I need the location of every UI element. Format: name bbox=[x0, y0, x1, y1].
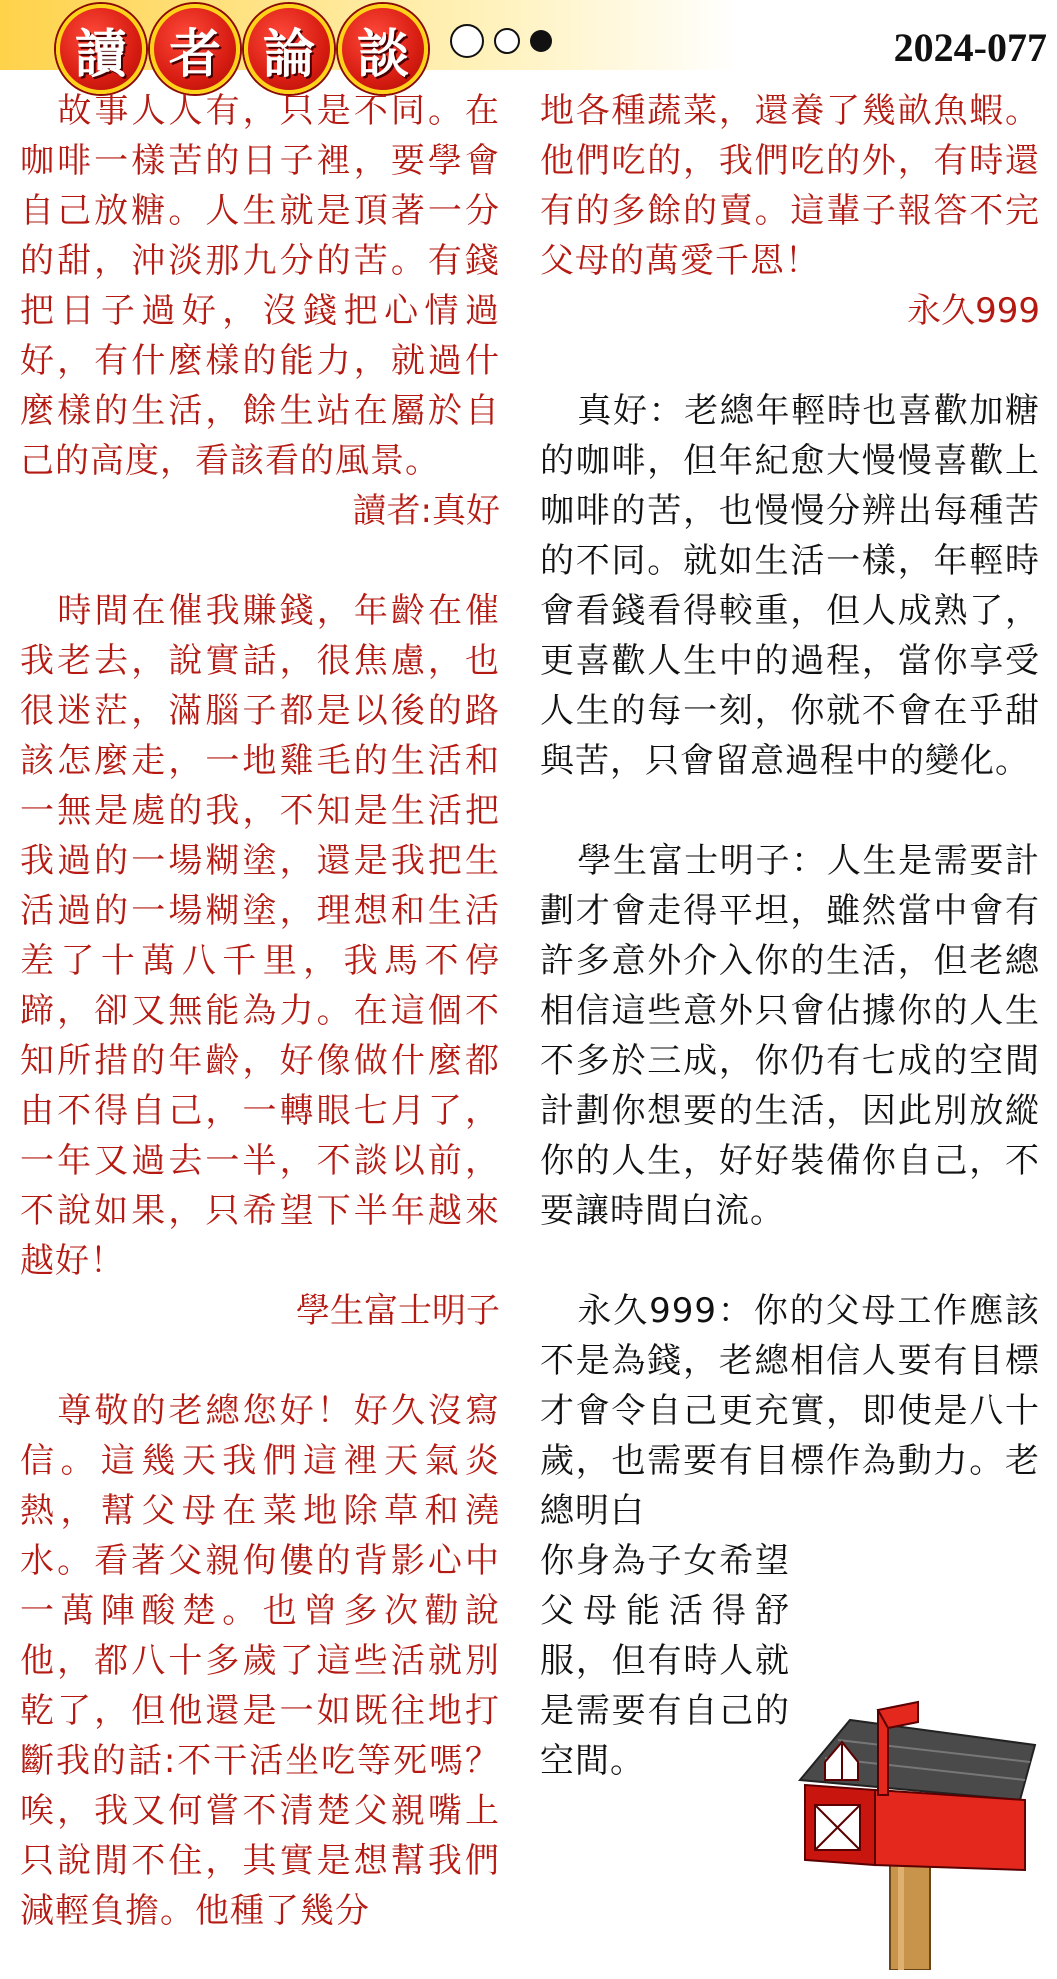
reply-to-zhenhao: 真好：老總年輕時也喜歡加糖的咖啡，但年紀愈大慢慢喜歡上咖啡的苦，也慢慢分辨出每種苦的不同。就如生活一樣，年輕時會看錢看得較重，但人成熟了，更喜歡人生中的過程，當你享受人生的每一刻，你就不會在乎甜與苦，只會留意過程中的變化。 bbox=[540, 391, 1040, 781]
issue-number: 2024-077 bbox=[893, 25, 1047, 70]
circle-outline-icon bbox=[494, 28, 520, 54]
letter-2-body: 時間在催我賺錢，年齡在催我老去，說實話，很焦慮，也很迷茫，滿腦子都是以後的路該怎麼走，一地雞毛的生活和一無是處的我，不知是生活把我過的一場糊塗，還是我把生活過的一場糊塗，理想和生活差了十萬八千里，我馬不停蹄，卻又無能為力。在這個不知所措的年齡，好像做什麼都由不得自己，一轉眼七月了，一年又過去一半，不談以前，不說如果，只希望下半年越來越好！ bbox=[20, 591, 500, 1281]
title-badge-3: 論 bbox=[244, 4, 334, 94]
title-badge-2: 者 bbox=[150, 4, 240, 94]
letter-3-body-start: 尊敬的老總您好！好久沒寫信。這幾天我們這裡天氣炎熱，幫父母在菜地除草和澆水。看著父親佝僂的背影心中一萬陣酸楚。也曾多次勸說他，都八十多歲了這些活就別乾了，但他還是一如既往地打斷我的話:不干活坐吃等死嗎？唉，我又何嘗不清楚父親嘴上只說閒不住，其實是想幫我們減輕負擔。他種了幾分 bbox=[20, 1391, 500, 1931]
reply-to-yongjiu999: 永久999：你的父母工作應該不是為錢，老總相信人要有目標才會令自己更充實，即使是八十歲，也需要有目標作為動力。老總明白 bbox=[540, 1291, 1040, 1531]
circle-filled-icon bbox=[530, 30, 552, 52]
circle-outline-icon bbox=[450, 24, 484, 58]
letter-2-signature: 學生富士明子 bbox=[296, 1291, 500, 1331]
letter-3-body-end: 地各種蔬菜，還養了幾畝魚蝦。他們吃的，我們吃的外，有時還有的多餘的賣。這輩子報答不完父母的萬愛千恩！ bbox=[540, 91, 1040, 281]
right-column bbox=[540, 86, 1040, 1786]
reply-to-yongjiu999-continued: 你身為子女希望父母能活得舒服，但有時人就是需要有自己的空間。 bbox=[540, 1541, 790, 1781]
reply-to-fushi-akiko: 學生富士明子：人生是需要計劃才會走得平坦，雖然當中會有許多意外介入你的生活，但老總相信這些意外只會佔據你的人生不多於三成，你仍有七成的空間計劃你想要的生活，因此別放縱你的人生，好好裝備你自己，不要讓時間白流。 bbox=[540, 841, 1040, 1231]
letter-3-signature: 永久999 bbox=[907, 291, 1040, 331]
title-badge-1: 讀 bbox=[56, 4, 146, 94]
title-badge-4: 談 bbox=[338, 4, 428, 94]
red-mailbox-icon bbox=[780, 1700, 1050, 1970]
decorative-dots bbox=[450, 24, 552, 58]
left-column bbox=[20, 86, 500, 1936]
letter-1-signature: 讀者:真好 bbox=[352, 491, 500, 531]
column-title bbox=[56, 4, 428, 94]
letter-1-body: 故事人人有，只是不同。在咖啡一樣苦的日子裡，要學會自己放糖。人生就是頂著一分的甜，沖淡那九分的苦。有錢把日子過好，沒錢把心情過好，有什麼樣的能力，就過什麼樣的生活，餘生站在屬於自己的高度，看該看的風景。 bbox=[20, 91, 500, 481]
